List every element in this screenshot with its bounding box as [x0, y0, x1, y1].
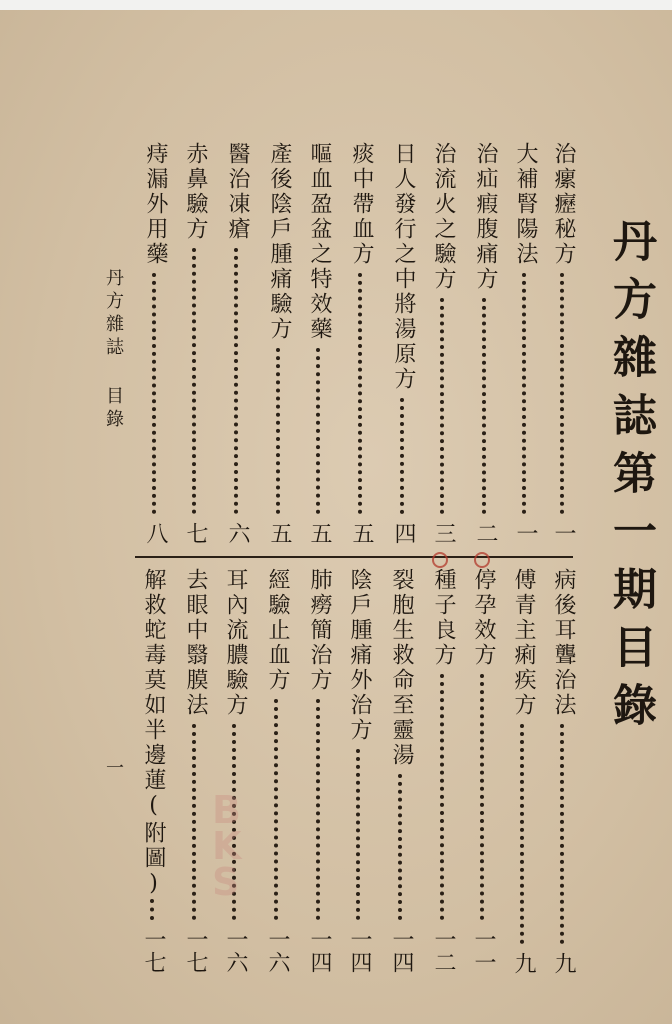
toc-entry-title: 醫治凍瘡 [225, 142, 250, 242]
leader-dots [192, 248, 196, 514]
toc-entry-page: 一四 [347, 928, 372, 974]
toc-entry [346, 142, 376, 546]
toc-entry-page: 九 [511, 952, 536, 975]
toc-entry [180, 568, 210, 976]
toc-entry-title: 大補腎陽法 [513, 142, 538, 267]
toc-entry-page: 一 [551, 522, 576, 545]
toc-entry-page: 三 [431, 522, 456, 545]
toc-entry [222, 142, 252, 546]
toc-entry-title: 治疝瘕腹痛方 [473, 142, 498, 292]
leader-dots [276, 348, 280, 514]
leader-dots [400, 398, 404, 514]
leader-dots [440, 298, 444, 514]
toc-entry [220, 568, 250, 976]
leader-dots [520, 724, 524, 944]
watermark-letter: S [212, 860, 240, 904]
toc-entry-title: 日人發行之中將湯原方 [391, 142, 416, 392]
toc-entry-title: 痔漏外用藥 [143, 142, 168, 267]
toc-entry-title: 去眼中翳膜法 [183, 568, 208, 718]
leader-dots [234, 248, 238, 514]
toc-entry [508, 568, 538, 976]
red-stamp-mark [474, 552, 490, 568]
toc-entry-title: 停孕效方 [471, 568, 496, 668]
toc-entry [428, 142, 458, 546]
watermark-letter: B [212, 788, 241, 832]
toc-entry-page: 七 [183, 522, 208, 545]
leader-dots [440, 674, 444, 920]
toc-entry [304, 568, 334, 976]
toc-entry-title: 裂胞生救命至靈湯 [389, 568, 414, 768]
leader-dots [150, 899, 154, 920]
leader-dots [560, 273, 564, 514]
toc-entry-page: 五 [307, 522, 332, 545]
section-divider-rule [135, 556, 573, 558]
leader-dots [522, 273, 526, 514]
running-head [100, 268, 126, 432]
leader-dots [358, 273, 362, 514]
toc-entry [428, 568, 458, 976]
toc-entry-page: 五 [349, 522, 374, 545]
toc-entry-title: 肺癆簡治方 [307, 568, 332, 693]
toc-entry-page: 四 [391, 522, 416, 545]
toc-entry-title: 經驗止血方 [265, 568, 290, 693]
toc-entry [344, 568, 374, 976]
toc-entry-title: 傅青主痢疾方 [511, 568, 536, 718]
top-margin-band [0, 0, 672, 10]
toc-entry-title: 耳內流膿驗方 [223, 568, 248, 718]
toc-entry-page: 一 [513, 522, 538, 545]
toc-entry-title: 痰中帶血方 [349, 142, 374, 267]
toc-entry [138, 568, 168, 976]
toc-entry-page: 一七 [183, 928, 208, 974]
leader-dots [192, 724, 196, 920]
toc-entry-title: 治流火之驗方 [431, 142, 456, 292]
running-head-section: 目錄 [103, 386, 124, 432]
page-title: 丹方雜誌第一期目錄 [605, 218, 656, 740]
leader-dots [482, 298, 486, 514]
leader-dots [316, 348, 320, 514]
toc-entry [140, 142, 170, 546]
toc-entry [468, 568, 498, 976]
toc-entry [548, 568, 578, 976]
toc-entry-page: 一六 [223, 928, 248, 974]
toc-entry-page: 五 [267, 522, 292, 545]
toc-entry [386, 568, 416, 976]
toc-entry [548, 142, 578, 546]
running-head-journal: 丹方雜誌 [103, 268, 124, 360]
leader-dots [274, 699, 278, 920]
toc-entry-title: 產後陰戶腫痛驗方 [267, 142, 292, 342]
toc-entry [510, 142, 540, 546]
toc-entry-page: 八 [143, 522, 168, 545]
toc-entry [304, 142, 334, 546]
library-watermark-logo [212, 788, 274, 904]
toc-entry [262, 568, 292, 976]
toc-entry-page: 一一 [471, 928, 496, 974]
toc-entry-page: 一二 [431, 928, 456, 974]
toc-entry-title: 赤鼻驗方 [183, 142, 208, 242]
toc-entry-page: 一四 [307, 928, 332, 974]
leader-dots [398, 774, 402, 920]
page-number: 一 [103, 758, 124, 776]
leader-dots [356, 749, 360, 920]
leader-dots [316, 699, 320, 920]
toc-entry-page: 一四 [389, 928, 414, 974]
red-stamp-mark [432, 552, 448, 568]
toc-entry-title: 治瘰癧秘方 [551, 142, 576, 267]
toc-entry-title: 陰戶腫痛外治方 [347, 568, 372, 743]
leader-dots [560, 724, 564, 944]
toc-entry [264, 142, 294, 546]
watermark-letter: K [212, 824, 242, 868]
leader-dots [152, 273, 156, 514]
toc-entry-title: 嘔血盈盆之特效藥 [307, 142, 332, 342]
toc-entry-page: 一七 [141, 928, 166, 974]
toc-entry-page: 二 [473, 522, 498, 545]
toc-entry [180, 142, 210, 546]
toc-entry-page: 六 [225, 522, 250, 545]
toc-entry [388, 142, 418, 546]
toc-entry-title: 解救蛇毒莫如半邊蓮(附圖) [141, 568, 166, 899]
toc-entry [470, 142, 500, 546]
toc-entry-page: 一六 [265, 928, 290, 974]
toc-entry-title: 種子良方 [431, 568, 456, 668]
toc-entry-page: 九 [551, 952, 576, 975]
leader-dots [480, 674, 484, 920]
toc-entry-title: 病後耳聾治法 [551, 568, 576, 718]
